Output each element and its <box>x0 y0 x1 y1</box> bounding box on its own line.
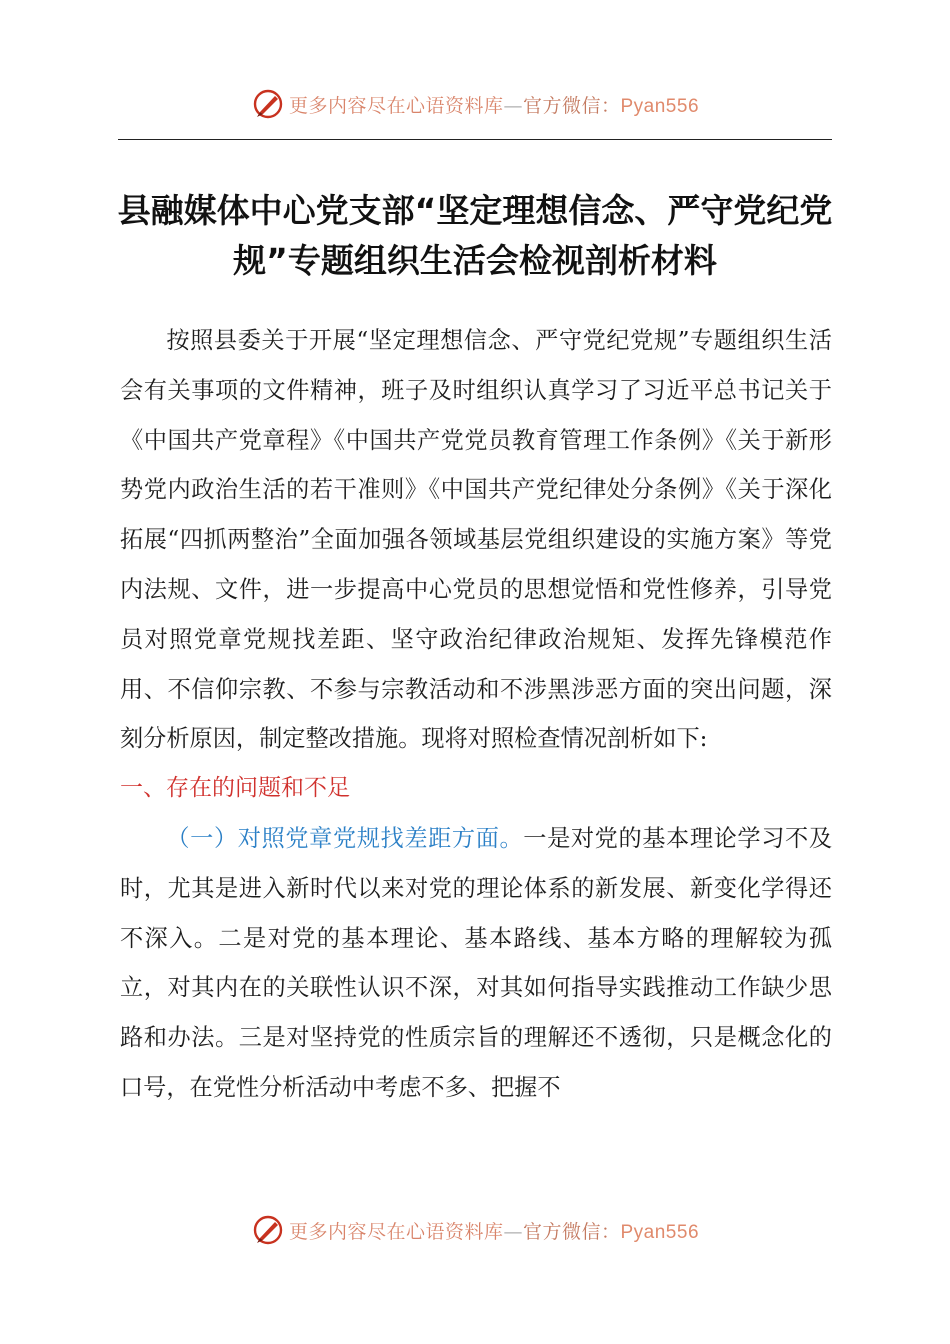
banner-lead: 更多内容尽在心语资料库 <box>288 94 504 117</box>
subsection-paragraph <box>120 814 832 1113</box>
banner-separator: — <box>503 1220 523 1243</box>
banner-wechat-label: 官方微信： <box>522 94 621 117</box>
section-heading: 一、存在的问题和不足 <box>120 775 350 802</box>
banner-separator: — <box>503 94 523 117</box>
intro-paragraph: 按照县委关于开展“坚定理想信念、严守党纪党规”专题组织生活会有关事项的文件精神，班子及时组织认真学习了习近平总书记关于《中国共产党章程》《中国共产党党员教育管理工作条例》《关于新形势党内政治生活的若干准则》《中国共产党纪律处分条例》《关于深化拓展“四抓两整治”全面加强各领域基层党组织建设的实施方案》等党内法规、文件，进一步提高中心党员的思想觉悟和党性修养，引导党员对照党章党规找差距、坚守政治纪律政治规矩、发挥先锋模范作用、不信仰宗教、不参与宗教活动和不涉黑涉恶方面的突出问题，深刻分析原因，制定整改措施。现将对照检查情况剖析如下: <box>120 327 832 753</box>
subsection-text: 一是对党的基本理论学习不及时，尤其是进入新时代以来对党的理论体系的新发展、新变化学得还不深入。二是对党的基本理论、基本路线、基本方略的理解较为孤立，对其内在的关联性认识不深，对其如何指导实践推动工作缺少思路和办法。三是对坚持党的性质宗旨的理解还不透彻，只是概念化的口号，在党性分析活动中考虑不多、把握不 <box>120 824 833 1101</box>
banner-text <box>289 91 699 118</box>
header-banner <box>0 84 950 124</box>
banner-text <box>289 1217 699 1244</box>
subsection-heading: （一）对照党章党规找差距方面。 <box>166 824 524 852</box>
header-divider <box>118 139 832 140</box>
pen-logo-icon <box>251 87 285 121</box>
footer-banner <box>0 1210 950 1250</box>
banner-wechat-id: Pyan556 <box>620 1221 700 1243</box>
document-body <box>120 316 832 1113</box>
banner-wechat-label: 官方微信： <box>522 1220 621 1243</box>
document-title: 县融媒体中心党支部“坚定理想信念、严守党纪党规”专题组织生活会检视剖析材料 <box>117 191 833 280</box>
pen-logo-icon <box>251 1213 285 1247</box>
banner-lead: 更多内容尽在心语资料库 <box>288 1220 504 1243</box>
banner-wechat-id: Pyan556 <box>620 95 700 117</box>
